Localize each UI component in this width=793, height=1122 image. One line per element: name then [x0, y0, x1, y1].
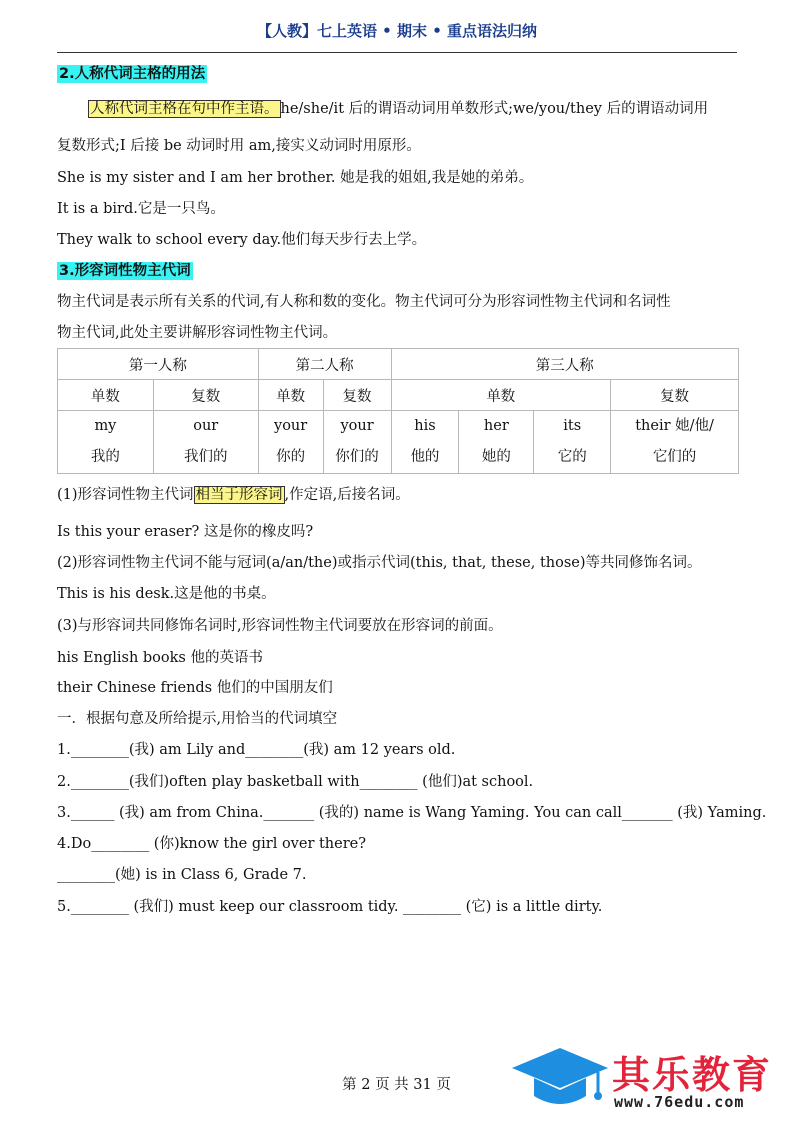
- exercise-title: 一．根据句意及所给提示,用恰当的代词填空: [57, 711, 338, 727]
- table-cell: [391, 411, 459, 474]
- section-2-rule-line-2: 复数形式;I 后接 be 动词时用 am,接实义动词时用原形。: [57, 138, 421, 154]
- section-3-title: 3.形容词性物主代词: [59, 263, 191, 279]
- pronoun-zh: 他的: [410, 449, 440, 465]
- header-divider: [57, 52, 737, 53]
- pronoun-en: his: [414, 418, 436, 434]
- pronoun-en: your: [340, 418, 374, 434]
- section-2-rule-line-1: [88, 99, 708, 119]
- table-header-singular: 单数: [258, 380, 323, 411]
- table-cell: [153, 411, 258, 474]
- pronoun-zh: 她的: [481, 449, 511, 465]
- exercise-item: 4.Do________ (你)know the girl over there?: [57, 836, 367, 852]
- pronoun-zh: 它们的: [652, 449, 697, 465]
- rule-3: (3)与形容词共同修饰名词时,形容词性物主代词要放在形容词的前面。: [57, 618, 503, 634]
- table-header-first-person: 第一人称: [58, 349, 259, 380]
- page-number: 第 2 页 共 31 页: [342, 1077, 451, 1093]
- table-header-plural: 复数: [323, 380, 391, 411]
- pronoun-zh: 你的: [276, 449, 306, 465]
- table-header-singular: 单数: [391, 380, 611, 411]
- table-header-plural: 复数: [611, 380, 739, 411]
- pronoun-en: your: [274, 418, 308, 434]
- section-2-heading: [57, 64, 207, 84]
- pronoun-en: our: [193, 418, 219, 434]
- example-sentence: It is a bird.它是一只鸟。: [57, 201, 225, 217]
- exercise-item: ________(她) is in Class 6, Grade 7.: [57, 867, 307, 883]
- table-cell: [611, 411, 739, 474]
- section-3-intro-line-2: 物主代词,此处主要讲解形容词性物主代词。: [57, 325, 338, 341]
- table-cell: [58, 411, 154, 474]
- table-cell: [459, 411, 534, 474]
- rule-2: (2)形容词性物主代词不能与冠词(a/an/the)或指示代词(this, that, these, those)等共同修饰名词。: [57, 555, 702, 571]
- pronoun-en: its: [563, 418, 582, 434]
- rule-1-text: (1)形容词性物主代词: [57, 487, 194, 503]
- pronoun-zh: 我们的: [183, 449, 228, 465]
- pronoun-en: her: [483, 418, 509, 434]
- table-header-plural: 复数: [153, 380, 258, 411]
- table-header-third-person: 第三人称: [391, 349, 739, 380]
- rule-text: he/she/it 后的谓语动词用单数形式;we/you/they 后的谓语动词用: [280, 101, 709, 117]
- example-phrase: his English books 他的英语书: [57, 650, 263, 666]
- section-3-heading: [57, 261, 193, 281]
- rule-1-text-end: ,作定语,后接名词。: [284, 487, 410, 503]
- section-2-title: 2.人称代词主格的用法: [59, 66, 206, 82]
- example-sentence: They walk to school every day.他们每天步行去上学。: [57, 232, 427, 248]
- table-cell: [323, 411, 391, 474]
- table-header-second-person: 第二人称: [258, 349, 391, 380]
- table-cell: [258, 411, 323, 474]
- pronoun-zh: 它的: [557, 449, 587, 465]
- example-sentence: Is this your eraser? 这是你的橡皮吗?: [57, 524, 314, 540]
- table-cell: [534, 411, 611, 474]
- highlighted-rule: 相当于形容词: [195, 487, 283, 503]
- pronoun-zh: 你们的: [335, 449, 379, 465]
- exercise-item: 5.________ (我们) must keep our classroom tidy. ________ (它) is a little dirty.: [57, 899, 603, 915]
- exercise-item: 3.______ (我) am from China._______ (我的) name is Wang Yaming. You can call_______ (我) Yaming.: [57, 805, 767, 821]
- highlighted-rule: 人称代词主格在句中作主语。: [90, 101, 279, 117]
- exercise-item: 2.________(我们)often play basketball with________ (他们)at school.: [57, 774, 534, 790]
- example-sentence: She is my sister and I am her brother. 她是我的姐姐,我是她的弟弟。: [57, 170, 534, 186]
- table-header-singular: 单数: [58, 380, 154, 411]
- pronoun-en: their 她/他/: [635, 418, 714, 434]
- brand-name: 其乐教育: [612, 1053, 773, 1097]
- example-sentence: This is his desk.这是他的书桌。: [57, 586, 276, 602]
- possessive-pronoun-table: [57, 348, 739, 474]
- pronoun-zh: 我的: [90, 449, 120, 465]
- pronoun-en: my: [94, 418, 117, 434]
- exercise-item: 1.________(我) am Lily and________(我) am 12 years old.: [57, 742, 456, 758]
- example-phrase: their Chinese friends 他们的中国朋友们: [57, 680, 333, 696]
- graduation-cap-icon: [510, 1042, 610, 1112]
- brand-url: www.76edu.com: [614, 1093, 745, 1111]
- page-header-title: 【人教】七上英语 • 期末 • 重点语法归纳: [256, 22, 538, 40]
- section-3-intro-line-1: 物主代词是表示所有关系的代词,有人称和数的变化。物主代词可分为形容词性物主代词和名词性: [57, 294, 671, 310]
- rule-1: [57, 485, 410, 505]
